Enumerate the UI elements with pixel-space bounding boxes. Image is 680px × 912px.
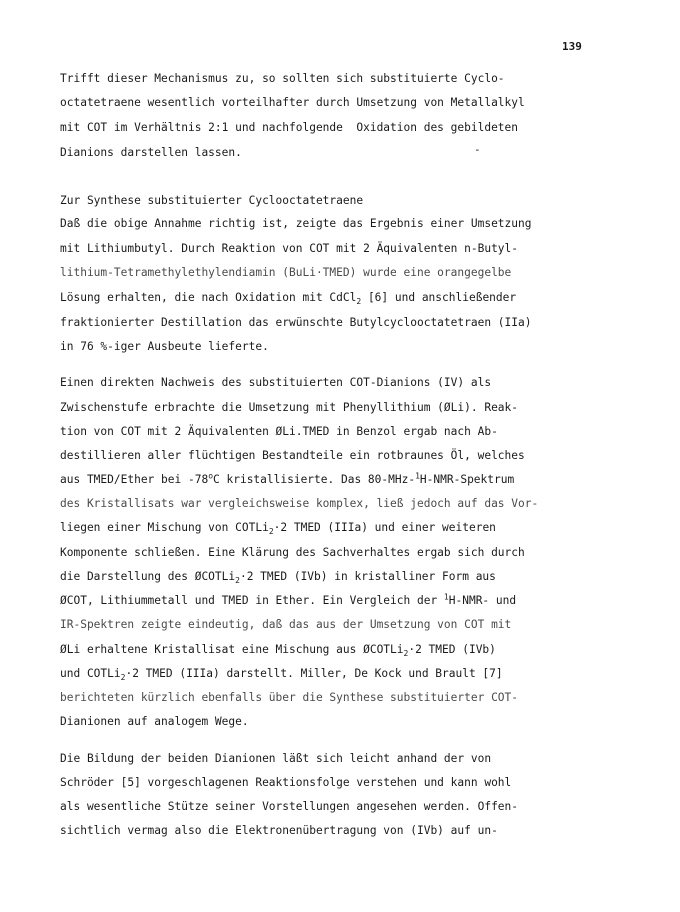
superscript: o xyxy=(208,471,214,481)
p2-line-4-text: Lösung erhalten, die nach Oxidation mit CdCl xyxy=(60,291,357,304)
p3-line-12-text: ØLi erhaltene Kristallisat eine Mischung aus ØCOTLi xyxy=(60,643,404,656)
superscript: 1 xyxy=(415,471,420,481)
p3-line-5-mid: C kristallisierte. Das 80-MHz- xyxy=(213,473,416,486)
p3-line-11: IR-Spektren zeigte eindeutig, daß das aus der Umsetzung von COT mit xyxy=(60,618,512,631)
p4-line-2: Schröder [5] vorgeschlagenen Reaktionsfolge verstehen und kann wohl xyxy=(60,776,512,789)
p3-line-1: Einen direkten Nachweis des substituierten COT-Dianions (IV) als xyxy=(60,376,492,389)
p3-line-5-rest: H-NMR-Spektrum xyxy=(419,473,515,486)
p3-line-7-text: liegen einer Mischung von COTLi xyxy=(60,521,269,534)
p3-line-3: tion von COT mit 2 Äquivalenten ØLi.TMED in Benzol ergab nach Ab- xyxy=(60,425,498,438)
p3-line-4: destillieren aller flüchtigen Bestandteile ein rotbraunes Öl, welches xyxy=(60,449,525,462)
p3-line-14: berichteten kürzlich ebenfalls über die Synthese substituierter COT- xyxy=(60,691,519,704)
subscript: 2 xyxy=(268,527,274,537)
p1-line-3: mit COT im Verhältnis 2:1 und nachfolgende Oxidation des gebildeten xyxy=(60,121,519,134)
p1-line-4: Dianions darstellen lassen. xyxy=(60,146,242,159)
section-heading: Zur Synthese substituierter Cyclooctatetraene xyxy=(60,194,364,207)
p3-line-13 xyxy=(60,667,503,681)
p2-line-2: mit Lithiumbutyl. Durch Reaktion von COT mit 2 Äquivalenten n-Butyl- xyxy=(60,242,519,255)
p2-line-6: in 76 %-iger Ausbeute lieferte. xyxy=(60,340,269,353)
p4-line-4: sichtlich vermag also die Elektronenübertragung von (IVb) auf un- xyxy=(60,824,498,837)
p3-line-8: Komponente schließen. Eine Klärung des Sachverhaltes ergab sich durch xyxy=(60,546,525,559)
p1-line-2: octatetraene wesentlich vorteilhafter durch Umsetzung von Metallalkyl xyxy=(60,96,525,109)
p3-line-15: Dianionen auf analogem Wege. xyxy=(60,715,249,728)
p3-line-9-rest: ·2 TMED (IVb) in kristalliner Form aus xyxy=(239,570,496,583)
p1-line-1: Trifft dieser Mechanismus zu, so sollten sich substituierte Cyclo- xyxy=(60,72,505,85)
subscript: 2 xyxy=(356,297,362,307)
p2-line-5: fraktionierter Destillation das erwünschte Butylcyclooctatetraen (IIa) xyxy=(60,316,532,329)
p4-line-1: Die Bildung der beiden Dianionen läßt sich leicht anhand der von xyxy=(60,752,492,765)
stray-mark: - xyxy=(474,143,481,156)
p3-line-2: Zwischenstufe erbrachte die Umsetzung mit Phenyllithium (ØLi). Reak- xyxy=(60,401,519,414)
p3-line-5-text: aus TMED/Ether bei -78 xyxy=(60,473,209,486)
p2-line-1: Daß die obige Annahme richtig ist, zeigte das Ergebnis einer Umsetzung xyxy=(60,217,532,230)
subscript: 2 xyxy=(235,576,240,586)
p3-line-5 xyxy=(60,473,514,487)
p3-line-6: des Kristallisats war vergleichsweise komplex, ließ jedoch auf das Vor- xyxy=(60,497,539,510)
p3-line-10-rest: H-NMR- und xyxy=(448,594,517,607)
p2-line-4 xyxy=(60,291,516,305)
p3-line-12-rest: ·2 TMED (IVb) xyxy=(408,643,496,656)
p3-line-13-rest: ·2 TMED (IIIa) darstellt. Miller, De Kock und Brault [7] xyxy=(125,667,503,680)
subscript: 2 xyxy=(403,649,409,659)
p3-line-9 xyxy=(60,570,496,584)
p3-line-10-text: ØCOT, Lithiummetall und TMED in Ether. Ein Vergleich der xyxy=(60,594,444,607)
p3-line-10 xyxy=(60,594,516,608)
subscript: 2 xyxy=(120,673,126,683)
p3-line-7-rest: ·2 TMED (IIIa) und einer weiteren xyxy=(273,521,496,534)
p4-line-3: als wesentliche Stütze seiner Vorstellungen angesehen werden. Offen- xyxy=(60,800,519,813)
p2-line-4-rest: [6] und anschließender xyxy=(361,291,517,304)
superscript: 1 xyxy=(443,592,449,602)
p3-line-7 xyxy=(60,521,496,535)
p3-line-13-text: und COTLi xyxy=(60,667,121,680)
p3-line-12 xyxy=(60,643,496,657)
p2-line-3: lithium-Tetramethylethylendiamin (BuLi·TMED) wurde eine orangegelbe xyxy=(60,266,512,279)
page-number: 139 xyxy=(562,40,582,53)
p3-line-9-text: die Darstellung des ØCOTLi xyxy=(60,570,236,583)
